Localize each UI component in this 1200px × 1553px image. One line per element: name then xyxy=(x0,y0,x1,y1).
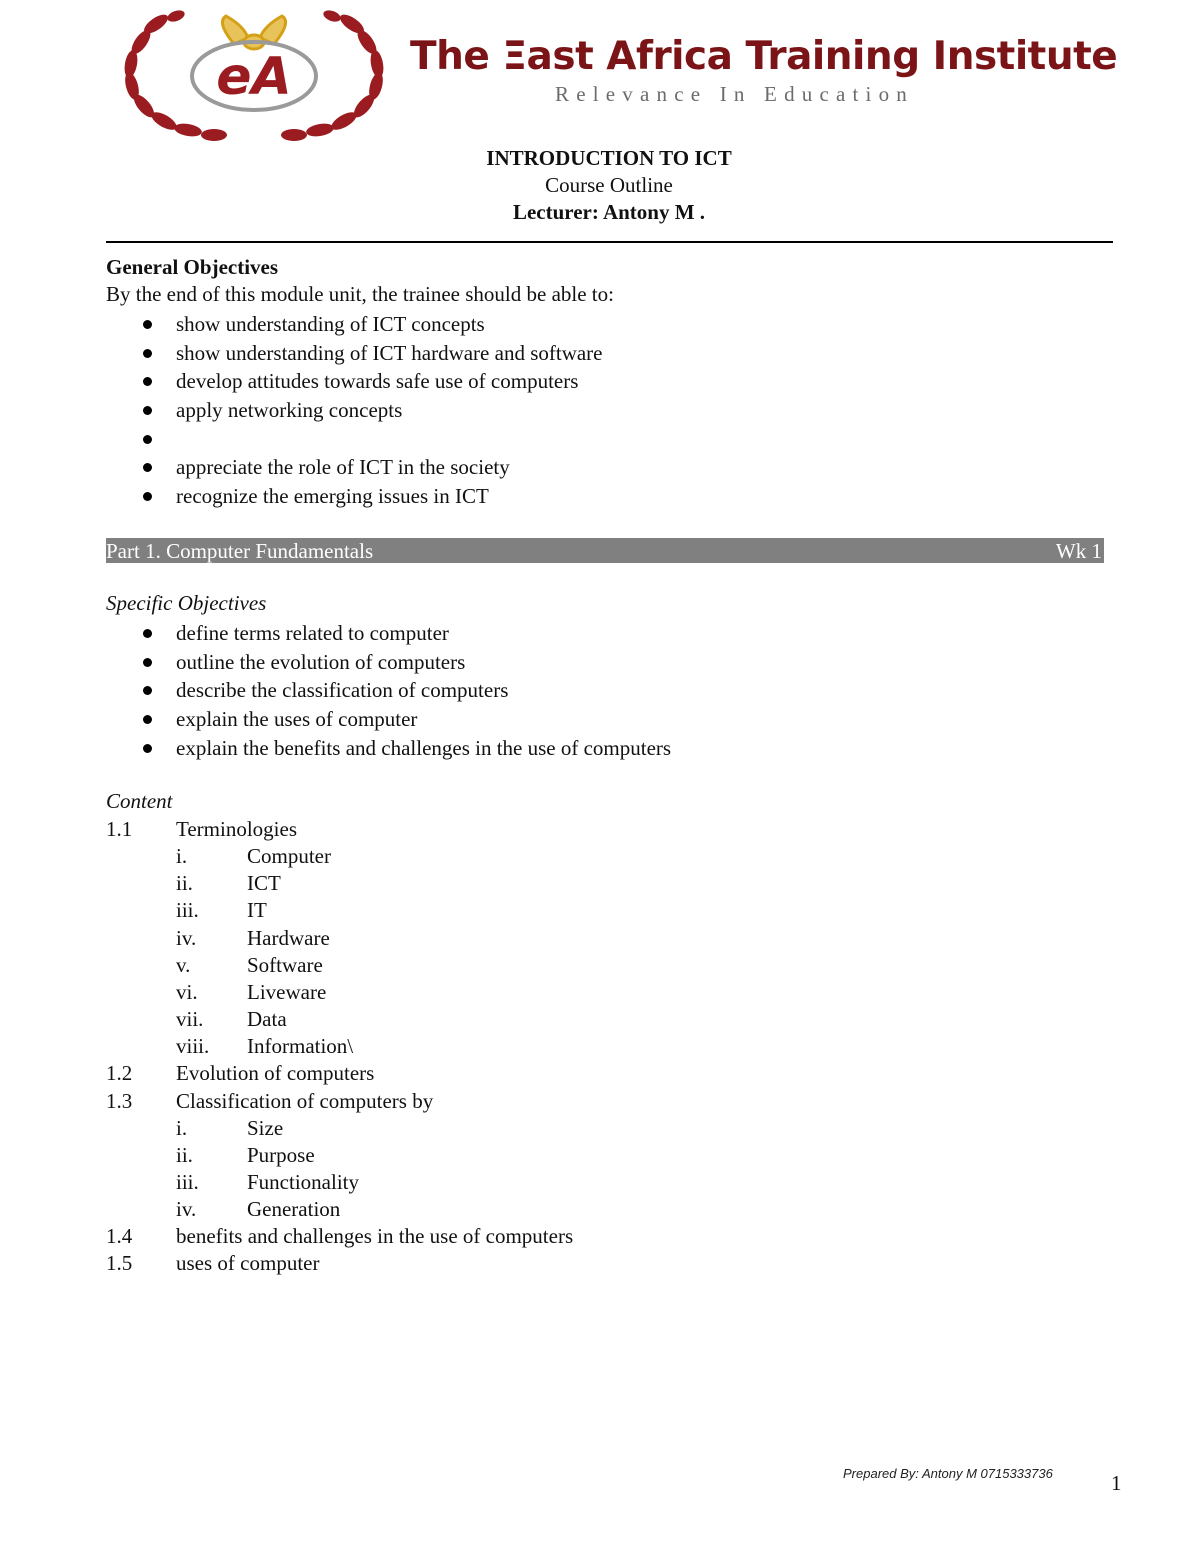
content-heading: Content xyxy=(106,789,173,813)
part-header-bar xyxy=(106,538,1104,563)
course-subtitle: Course Outline xyxy=(545,173,673,197)
bullet-icon xyxy=(143,406,152,415)
general-objective-item xyxy=(106,312,603,341)
svg-text:eA: eA xyxy=(216,47,292,107)
content-subitem-number: vi. xyxy=(176,979,198,1004)
general-objectives-heading: General Objectives xyxy=(106,255,279,279)
part-week: Wk 1 xyxy=(1055,539,1102,563)
content-subitem-text: Computer xyxy=(247,844,331,869)
institute-name: The Ξast Africa Training Institute xyxy=(410,34,1118,79)
specific-objective-item xyxy=(106,621,671,650)
general-objective-item xyxy=(106,398,603,427)
content-subitem-number: iii. xyxy=(176,1169,199,1194)
content-subitem-number: v. xyxy=(176,952,191,977)
specific-objective-text: define terms related to computer xyxy=(176,621,449,645)
content-subitem-number: ii. xyxy=(176,871,193,896)
specific-objective-item xyxy=(106,678,671,707)
specific-objective-text: explain the uses of computer xyxy=(176,707,418,732)
content-subitem-text: Functionality xyxy=(247,1169,359,1194)
content-subitem-text: Generation xyxy=(247,1197,341,1222)
specific-objective-item xyxy=(106,650,671,679)
bullet-icon xyxy=(143,320,152,329)
bullet-icon xyxy=(143,629,152,638)
bullet-icon xyxy=(143,463,152,472)
page-number: 1 xyxy=(1111,1471,1122,1495)
general-objective-text: appreciate the role of ICT in the society xyxy=(176,455,510,480)
content-subitem-number: i. xyxy=(176,844,188,869)
content-item-text: Terminologies xyxy=(176,817,298,841)
content-subitem-number: viii. xyxy=(176,1034,210,1059)
general-objective-text: apply networking concepts xyxy=(176,398,403,423)
prepared-by-footer: Prepared By: Antony M 0715333736 xyxy=(843,1466,1053,1481)
specific-objective-text: describe the classification of computers xyxy=(176,678,509,703)
content-item-number: 1.2 xyxy=(106,1061,133,1086)
content-subitem-text: Data xyxy=(247,1007,287,1032)
content-subitem-text: Hardware xyxy=(247,925,330,950)
general-objectives-intro: By the end of this module unit, the trainee should be able to: xyxy=(106,282,614,306)
general-objective-text: show understanding of ICT concepts xyxy=(176,312,485,336)
general-objective-item xyxy=(106,484,603,513)
bullet-icon xyxy=(143,715,152,724)
content-subitem-number: ii. xyxy=(176,1142,193,1167)
institute-tagline: Relevance In Education xyxy=(555,82,914,106)
content-subitem-number: iv. xyxy=(176,925,197,950)
content-subitem-text: Information\ xyxy=(247,1034,354,1059)
header-divider xyxy=(106,241,1113,243)
specific-objectives-heading: Specific Objectives xyxy=(106,591,267,615)
content-item-text: Classification of computers by xyxy=(176,1088,434,1113)
bullet-icon xyxy=(143,435,152,444)
general-objective-text: recognize the emerging issues in ICT xyxy=(176,484,489,509)
content-subitem-text: Software xyxy=(247,952,323,977)
general-objective-item xyxy=(106,455,603,484)
content-item-number: 1.1 xyxy=(106,817,133,841)
general-objectives-list xyxy=(106,312,603,513)
specific-objective-text: outline the evolution of computers xyxy=(176,649,466,674)
content-subitem-text: Liveware xyxy=(247,979,327,1004)
specific-objective-item xyxy=(106,736,671,765)
content-subitem-number: iii. xyxy=(176,898,199,923)
bullet-icon xyxy=(143,686,152,695)
content-item-text: uses of computer xyxy=(176,1251,320,1276)
bullet-icon xyxy=(143,377,152,386)
specific-objective-text: explain the benefits and challenges in the use of computers xyxy=(176,735,672,760)
content-subitem-number: vii. xyxy=(176,1007,204,1032)
specific-objectives-list xyxy=(106,621,671,764)
general-objective-item xyxy=(106,369,603,398)
specific-objective-item xyxy=(106,707,671,736)
bullet-icon xyxy=(143,744,152,753)
content-item-number: 1.3 xyxy=(106,1088,133,1113)
bullet-icon xyxy=(143,349,152,358)
content-item-text: Evolution of computers xyxy=(176,1061,375,1086)
content-item-number: 1.5 xyxy=(106,1251,133,1276)
bullet-icon xyxy=(143,492,152,501)
general-objective-item xyxy=(106,341,603,370)
content-subitem-number: iv. xyxy=(176,1197,197,1222)
content-subitem-number: i. xyxy=(176,1115,188,1140)
lecturer-line: Lecturer: Antony M . xyxy=(512,200,706,224)
general-objective-text: develop attitudes towards safe use of computers xyxy=(176,369,579,394)
bullet-icon xyxy=(143,658,152,667)
content-subitem-text: Size xyxy=(247,1115,284,1140)
institute-logo xyxy=(116,4,392,144)
course-title: INTRODUCTION TO ICT xyxy=(486,146,732,170)
content-subitem-text: ICT xyxy=(247,871,281,896)
content-subitem-text: Purpose xyxy=(247,1142,315,1167)
general-objective-item xyxy=(106,427,603,456)
part-title: Part 1. Computer Fundamentals xyxy=(106,539,374,563)
content-item-number: 1.4 xyxy=(106,1224,133,1249)
general-objective-text: show understanding of ICT hardware and software xyxy=(176,340,603,365)
laurel-logo-icon xyxy=(116,4,392,144)
content-subitem-text: IT xyxy=(247,898,267,923)
content-item-text: benefits and challenges in the use of computers xyxy=(176,1224,574,1249)
